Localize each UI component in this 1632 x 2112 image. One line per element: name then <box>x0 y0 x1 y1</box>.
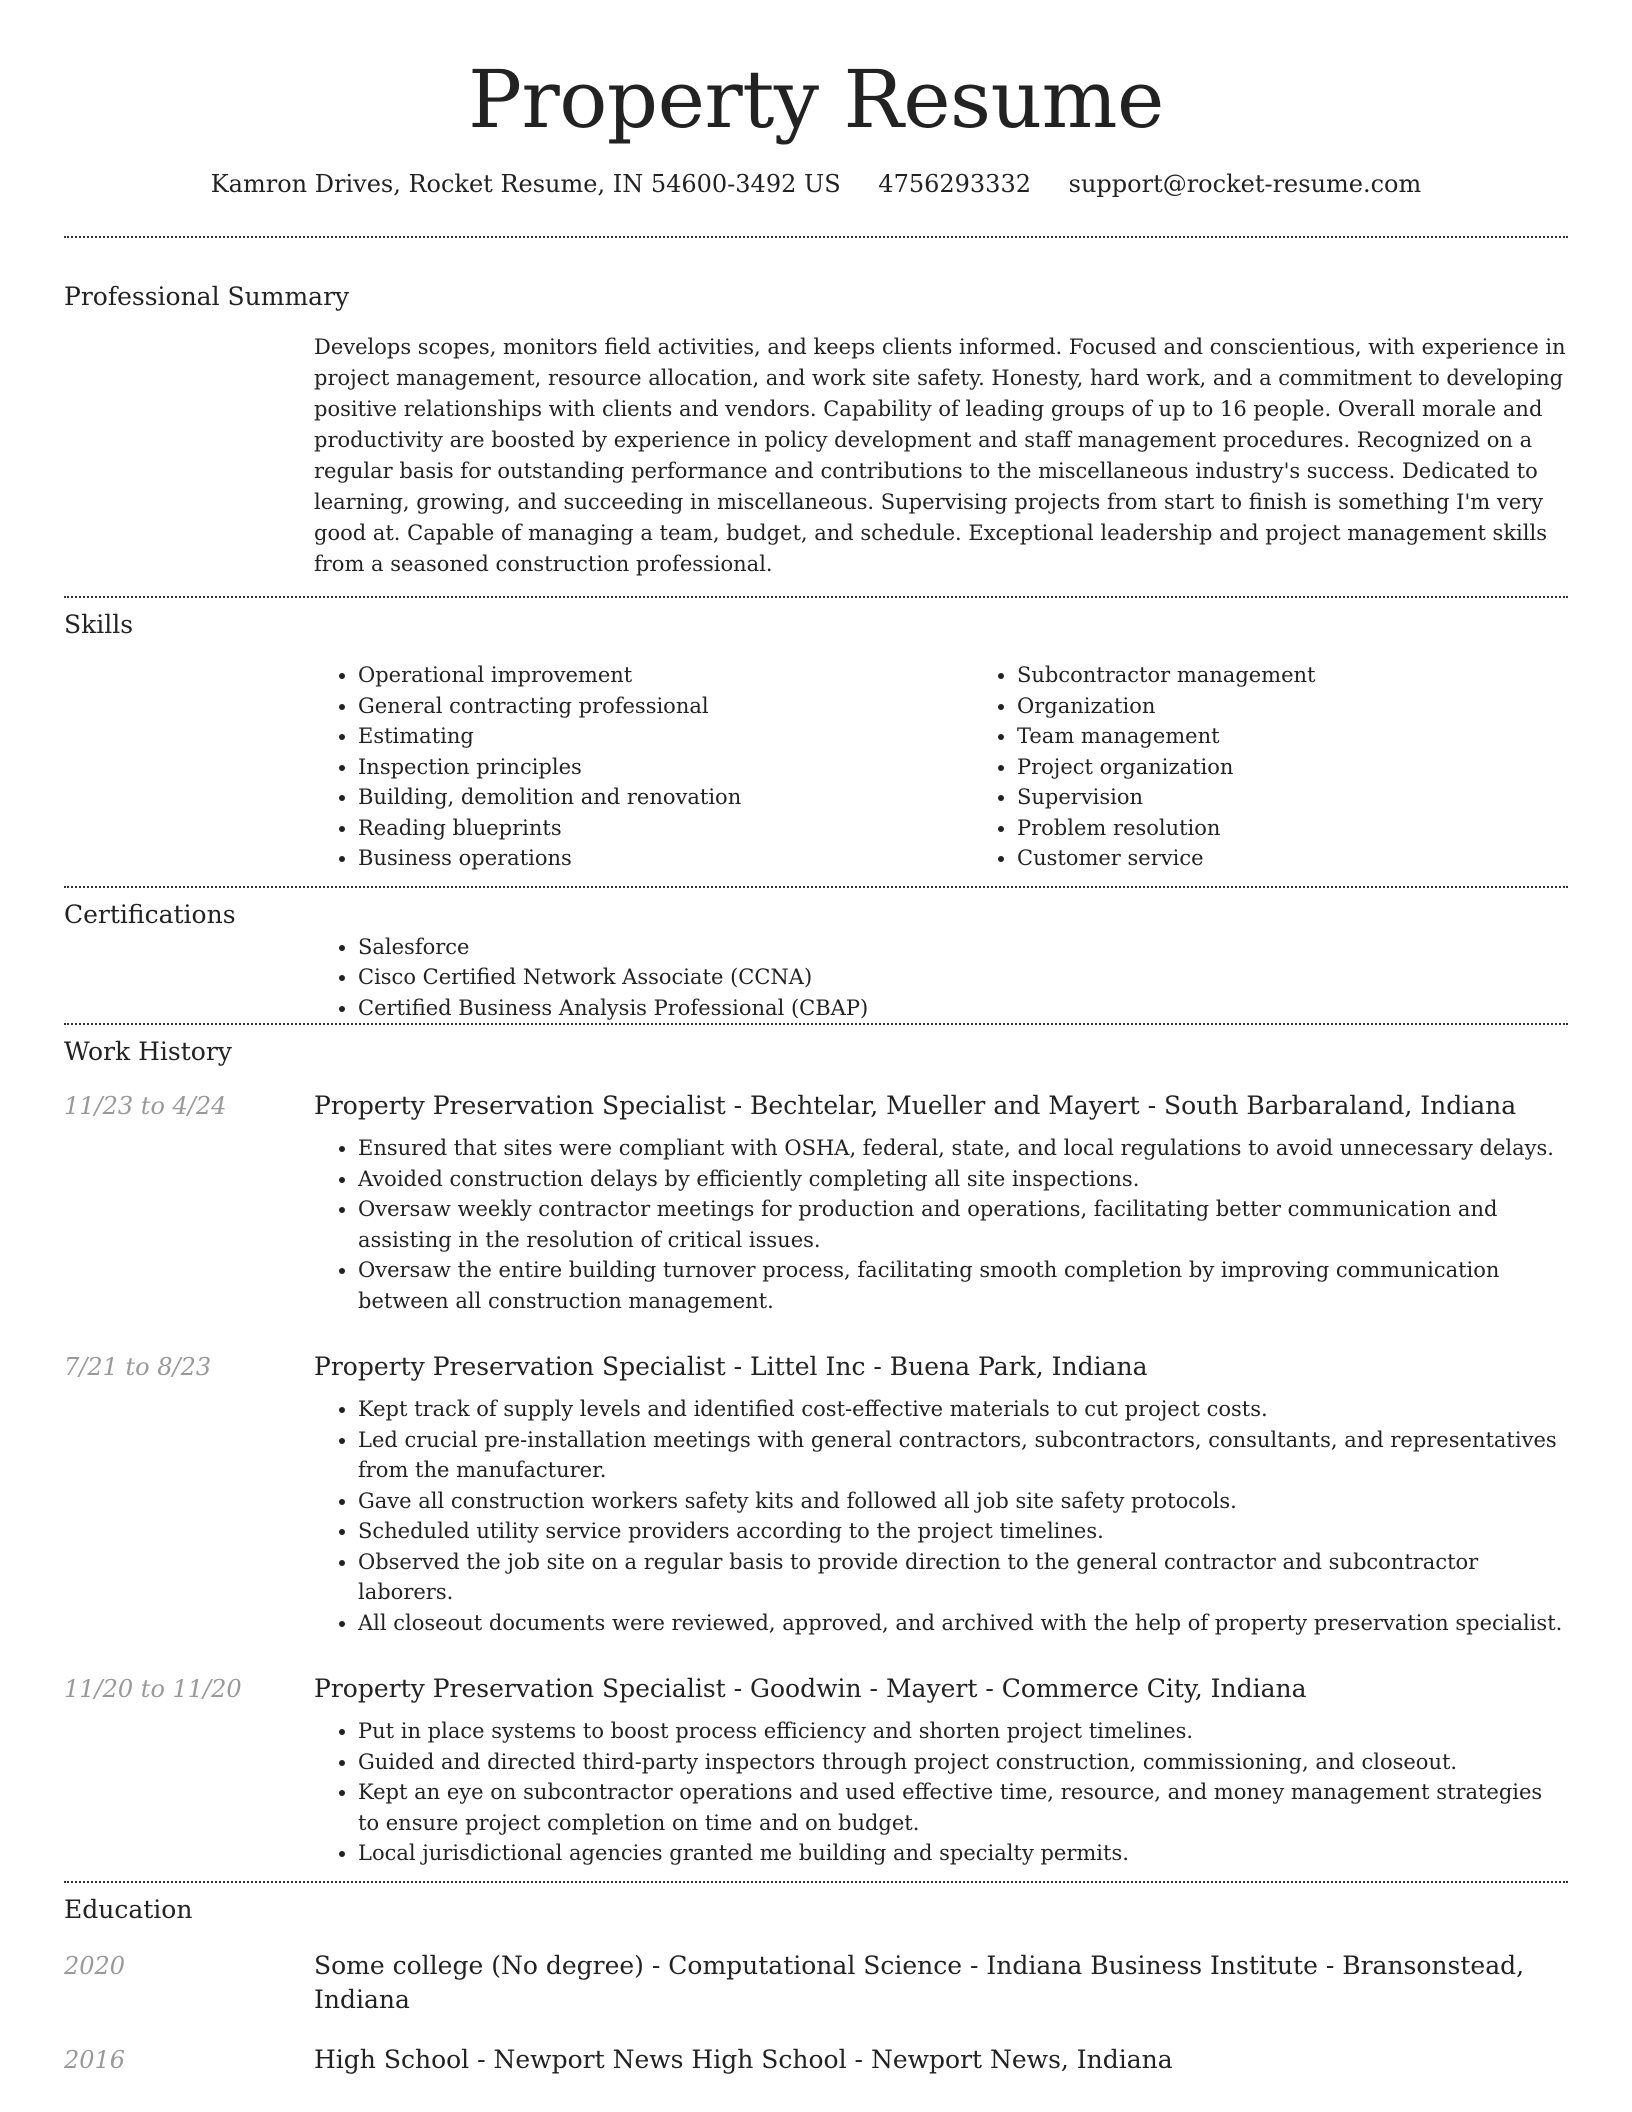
job-bullet: • Ensured that sites were compliant with OSHA, federal, state, and local regulations to avoid unnecessary delays. <box>358 1133 1568 1164</box>
skill-item: • Problem resolution <box>1017 813 1632 844</box>
education-entry <box>64 2043 1568 2077</box>
summary-heading: Professional Summary <box>64 282 350 311</box>
job-bullets <box>314 1716 1568 1869</box>
summary-text: Develops scopes, monitors field activities, and keeps clients informed. Focused and conscientious, with experience in project management, resource allocation, and work site safety. Honesty, hard work, and a commitment to developing positive relationships with clients and vendors. Capability of leading groups of up to 16 people. Overall morale and productivity are boosted by experience in policy development and staff management procedures. Recognized on a regular basis for outstanding performance and contributions to the miscellaneous industry's success. Dedicated to learning, growing, and succeeding in miscellaneous. Supervising projects from start to finish is something I'm very good at. Capable of managing a team, budget, and schedule. Exceptional leadership and project management skills from a seasoned construction professional. <box>314 335 1566 576</box>
job-dates: 11/23 to 4/24 <box>64 1092 227 1120</box>
contact-email: support@rocket-resume.com <box>1068 170 1422 198</box>
skill-item: • Organization <box>1017 691 1632 722</box>
job-title: Property Preservation Specialist - Bechtelar, Mueller and Mayert - South Barbaraland, Indiana <box>314 1091 1517 1120</box>
job-bullets <box>314 1133 1568 1316</box>
job-bullet: • Gave all construction workers safety kits and followed all job site safety protocols. <box>358 1486 1568 1517</box>
job-bullet: • Kept track of supply levels and identified cost-effective materials to cut project costs. <box>358 1394 1568 1425</box>
education-year: 2020 <box>64 1951 126 1980</box>
job-title: Property Preservation Specialist - Littel Inc - Buena Park, Indiana <box>314 1352 1148 1381</box>
skill-item: • Project organization <box>1017 752 1632 783</box>
certifications-list <box>314 932 1568 1024</box>
job-bullet: • Oversaw weekly contractor meetings for production and operations, facilitating better communication and assisting in the resolution of critical issues. <box>358 1194 1568 1255</box>
job-bullet: • All closeout documents were reviewed, approved, and archived with the help of property preservation specialist. <box>358 1608 1568 1639</box>
education-text: High School - Newport News High School - Newport News, Indiana <box>314 2044 1173 2074</box>
job-entry <box>64 1089 1568 1316</box>
work-history-heading: Work History <box>64 1037 232 1066</box>
skill-item: • Team management <box>1017 721 1632 752</box>
job-bullet: • Oversaw the entire building turnover process, facilitating smooth completion by improving communication between all construction management. <box>358 1255 1568 1316</box>
contact-line <box>64 168 1568 200</box>
skill-item: • Subcontractor management <box>1017 660 1632 691</box>
skills-heading: Skills <box>64 610 134 639</box>
education-year: 2016 <box>64 2045 126 2074</box>
job-bullet: • Local jurisdictional agencies granted me building and specialty permits. <box>358 1838 1568 1869</box>
job-bullet: • Led crucial pre-installation meetings with general contractors, subcontractors, consultants, and representatives from the manufacturer. <box>358 1425 1568 1486</box>
certification-item: • Cisco Certified Network Associate (CCNA) <box>358 962 1568 993</box>
job-entry <box>64 1672 1568 1869</box>
skill-item: • Supervision <box>1017 782 1632 813</box>
skill-item: • General contracting professional <box>358 691 973 722</box>
job-bullet: • Avoided construction delays by efficiently completing all site inspections. <box>358 1164 1568 1195</box>
certifications-section <box>64 888 1568 1024</box>
job-title: Property Preservation Specialist - Goodwin - Mayert - Commerce City, Indiana <box>314 1674 1307 1703</box>
job-bullet: • Scheduled utility service providers according to the project timelines. <box>358 1516 1568 1547</box>
job-bullets <box>314 1394 1568 1638</box>
skills-list-left <box>314 660 973 874</box>
skill-item: • Operational improvement <box>358 660 973 691</box>
job-bullet: • Put in place systems to boost process efficiency and shorten project timelines. <box>358 1716 1568 1747</box>
skills-section <box>64 598 1568 886</box>
certification-item: • Certified Business Analysis Professional (CBAP) <box>358 993 1568 1024</box>
certification-item: • Salesforce <box>358 932 1568 963</box>
skill-item: • Reading blueprints <box>358 813 973 844</box>
skill-item: • Building, demolition and renovation <box>358 782 973 813</box>
resume-title: Property Resume <box>468 53 1164 146</box>
education-section <box>64 1883 1568 2077</box>
skill-item: • Customer service <box>1017 843 1632 874</box>
job-bullet: • Guided and directed third-party inspectors through project construction, commissioning, and closeout. <box>358 1747 1568 1778</box>
work-history-section <box>64 1025 1568 1881</box>
summary-section <box>64 238 1568 596</box>
contact-phone: 4756293332 <box>878 170 1031 198</box>
job-dates: 7/21 to 8/23 <box>64 1353 212 1381</box>
education-heading: Education <box>64 1894 193 1924</box>
job-entry <box>64 1350 1568 1638</box>
job-bullet: • Kept an eye on subcontractor operations and used effective time, resource, and money management strategies to ensure project completion on time and on budget. <box>358 1777 1568 1838</box>
skill-item: • Estimating <box>358 721 973 752</box>
skill-item: • Business operations <box>358 843 973 874</box>
education-text: Some college (No degree) - Computational Science - Indiana Business Institute - Bransonstead, Indiana <box>314 1950 1525 2014</box>
job-dates: 11/20 to 11/20 <box>64 1675 242 1703</box>
education-entry <box>64 1949 1568 2017</box>
job-bullet: • Observed the job site on a regular basis to provide direction to the general contractor and subcontractor laborers. <box>358 1547 1568 1608</box>
contact-address: Kamron Drives, Rocket Resume, IN 54600-3492 US <box>210 170 841 198</box>
skills-list-right <box>973 660 1632 874</box>
certifications-heading: Certifications <box>64 899 236 929</box>
skill-item: • Inspection principles <box>358 752 973 783</box>
